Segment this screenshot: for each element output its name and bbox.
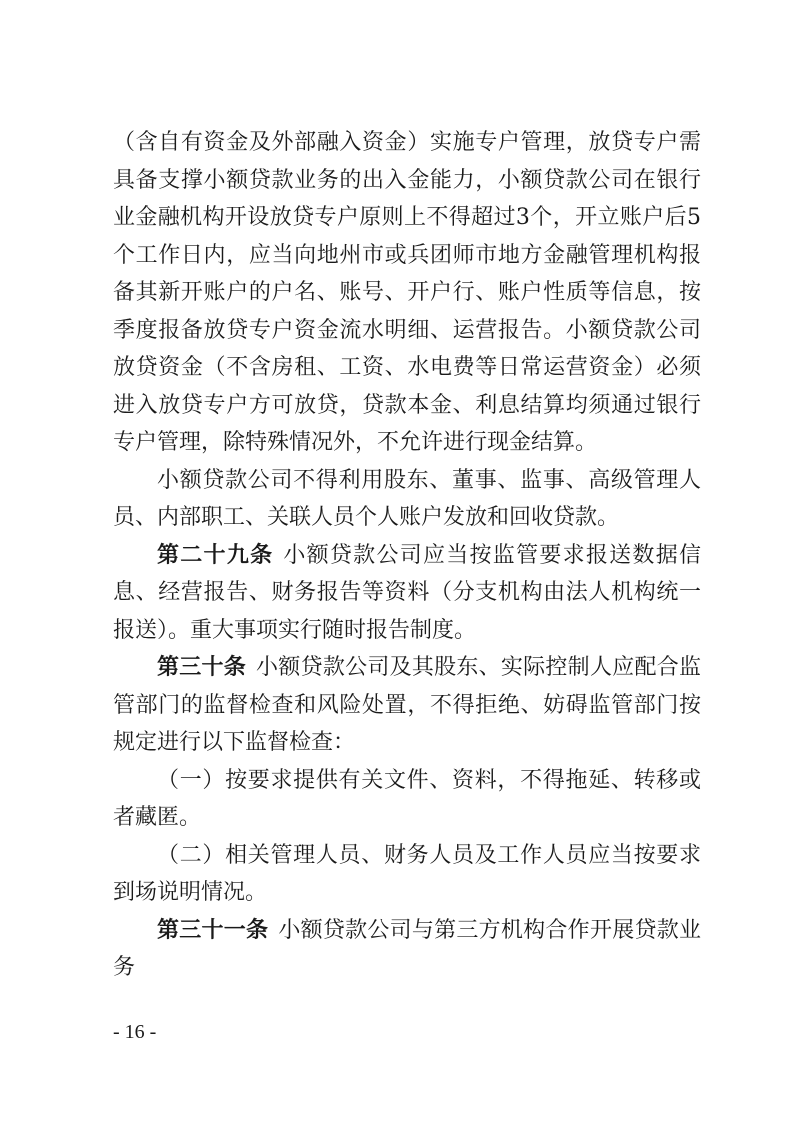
paragraph-text: 小额贷款公司不得利用股东、董事、监事、高级管理人员、内部职工、关联人员个人账户发放和回收贷款。: [113, 467, 701, 530]
paragraph-text: （二）相关管理人员、财务人员及工作人员应当按要求到场说明情况。: [113, 842, 701, 905]
document-body: [113, 124, 701, 987]
paragraph-text: （含自有资金及外部融入资金）实施专户管理，放贷专户需具备支撑小额贷款业务的出入金能力，小额贷款公司在银行业金融机构开设放贷专户原则上不得超过3个，开立账户后5个工作日内，应当向地州市或兵团师市地方金融管理机构报备其新开账户的户名、账号、开户行、账户性质等信息，按季度报备放贷专户资金流水明细、运营报告。小额贷款公司放贷资金（不含房租、工资、水电费等日常运营资金）必须进入放贷专户方可放贷，贷款本金、利息结算均须通过银行专户管理，除特殊情况外，不允许进行现金结算。: [113, 130, 701, 455]
article-heading: 第三十一条: [157, 916, 269, 943]
list-item-one: [113, 762, 701, 837]
article-heading: 第三十条: [157, 654, 247, 680]
article-heading: 第二十九条: [157, 541, 274, 568]
paragraph-text: 小额贷款公司与第三方机构合作开展贷款业务: [113, 917, 701, 980]
list-item-two: [113, 837, 701, 912]
page-number: - 16 -: [113, 1021, 157, 1043]
paragraph-personal-account-prohibition: [113, 462, 701, 537]
paragraph-text: 小额贷款公司及其股东、实际控制人应配合监管部门的监督检查和风险处置，不得拒绝、妨碍监管部门按规定进行以下监督检查：: [113, 655, 701, 755]
paragraph-article-30: [113, 649, 701, 762]
paragraph-text: （一）按要求提供有关文件、资料，不得拖延、转移或者藏匿。: [113, 767, 701, 830]
paragraph-article-31: [113, 912, 701, 987]
paragraph-account-management: [113, 124, 701, 462]
paragraph-article-29: [113, 537, 701, 650]
paragraph-text: 小额贷款公司应当按监管要求报送数据信息、经营报告、财务报告等资料（分支机构由法人机构统一报送）。重大事项实行随时报告制度。: [113, 542, 701, 643]
